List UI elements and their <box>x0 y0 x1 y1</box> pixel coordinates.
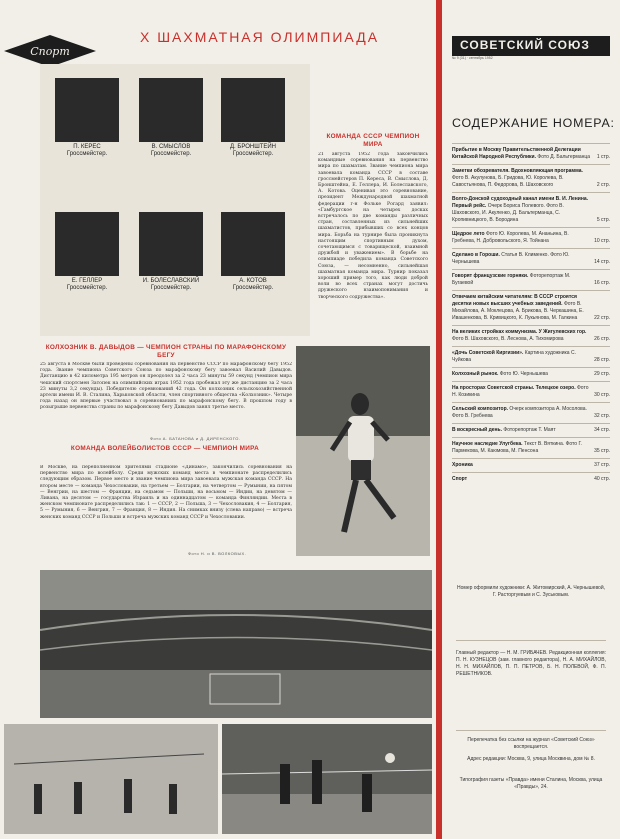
chess-article-heading: КОМАНДА СССР ЧЕМПИОН МИРА <box>326 133 420 148</box>
toc-page-number: 28 стр. <box>594 357 610 363</box>
chess-portrait-grid <box>40 64 310 336</box>
toc-page-number: 30 стр. <box>594 392 610 398</box>
player-photo <box>221 78 285 142</box>
toc-item <box>452 248 610 269</box>
toc-item-credits: Фоторепортаж Т. Маят <box>502 427 556 433</box>
volleyball-article-heading: КОМАНДА ВОЛЕЙБОЛИСТОВ СССР — ЧЕМПИОН МИРА <box>70 445 260 452</box>
player-photo <box>55 78 119 142</box>
player-caption: П. КЕРЕС Гроссмейстер. <box>66 144 108 157</box>
marathon-article-heading: КОЛХОЗНИК В. ДАВЫДОВ — ЧЕМПИОН СТРАНЫ ПО МАРАФОНСКОМУ БЕГУ <box>45 344 287 359</box>
toc-page-number: 2 стр. <box>596 182 610 188</box>
player-caption: Д. БРОНШТЕЙН Гроссмейстер. <box>229 144 277 157</box>
toc-page-number: 29 стр. <box>594 371 610 377</box>
toc-item-title: Прибытие в Москву Правительственной Делегации Китайской Народной Республики. <box>452 147 581 160</box>
player-photo <box>139 212 203 276</box>
toc-page-number: 34 стр. <box>594 427 610 433</box>
toc-item <box>452 164 610 192</box>
red-divider-bar <box>436 0 442 839</box>
toc-item <box>452 472 610 486</box>
toc-item-title: На просторах Советской страны. Телецкое озеро. <box>452 385 576 391</box>
runner-illustration <box>296 346 430 556</box>
toc-item <box>452 227 610 248</box>
table-of-contents <box>452 143 610 486</box>
toc-item-credits: Очерк Бориса Полевого. Фото В. Шаховского, И. Акуленко, Д. Бальтерманца, С. Кропивницкого, В. Бородина <box>452 203 564 223</box>
player-photo <box>221 212 285 276</box>
dynamo-stadium-photo <box>40 570 432 718</box>
toc-item-title: На великих стройках коммунизма. У Жигулевских гор. <box>452 329 587 335</box>
player-photo <box>139 78 203 142</box>
toc-page-number: 32 стр. <box>594 413 610 419</box>
toc-item-title: В воскресный день. <box>452 427 503 433</box>
marathon-article-body: 25 августа в Москве были проведены соревнования на первенство СССР по марафонскому бегу 1952 года. Звание чемпиона Советского Союза по марафонскому бегу завоевал Василий Давыдов. Дистанцию в 42 километра 195 метров он преодолел за 2 часа 23 минуты 59 секунд (чемпион мира чешский спортсмен Затопек на олимпийских играх 1952 года пробежал эту же дистанцию за 2 часа 23 минуты 3,2 секунды). Победителю соревнований 42 года. Он колхозник сельскохозяйственной артели имени И. В. Сталина, Харьковской области, член спортивного общества «Колхозник». Четыре года назад он впервые участвовал в соревнованиях по марафонскому бегу. В прошлом году в розыгрыше первенства страны по марафонскому бегу Давыдов занял третье место. <box>40 362 292 411</box>
player-caption: В. СМЫСЛОВ Гроссмейстер. <box>150 144 192 157</box>
toc-item <box>452 402 610 423</box>
magazine-logo: СОВЕТСКИЙ СОЮЗ <box>460 38 590 52</box>
publication-notice <box>456 737 606 791</box>
toc-item-credits: Фото Ю. Королева, М. Ананьина, В. Гребнева, Н. Добровольского, Я. Тойнана <box>452 231 569 244</box>
chess-article-body: 21 августа 1952 года закончились командные соревнования на первенство мира по шахматам. Звание чемпиона мира завоевала команда СССР в составе гроссмейстеров П. Кереса, В. Смыслова, Д. Бронштейна, Е. Геллера, И. Болеславского, А. Котова. Оценивая это соревнование, президент Международной шахматной федерации г-н Фольке Рогард заявил: «Гамбургское на четырех досках встречалось по две команды различных стран, составленных из сильнейших шахматистов, прибывших со всех концов мира. Борьба на турнире была проникнута настоящим спортивным духом, сочетающимся с товарищеской, взаимной дружбой и уважением». В борьбе на олимпиаде победила команда Советского Союза, — несомненно, сильнейшая шахматная команда мира. Турнир показал хороший пример того, как люди доброй воли во всех странах могут достичь дружеского взаимопонимания и творческого содружества». <box>318 152 428 300</box>
printer-info: Типография газеты «Правда» имени Сталина, Москва, улица «Правды», 24. <box>459 777 603 790</box>
toc-item <box>452 143 610 164</box>
women-volleyball-photo <box>4 724 218 834</box>
toc-item-credits: Фото В. Акулунова, Б. Гридова, Ю. Королева, В. Савостьянова, П. Федорова, В. Шаховского <box>452 175 564 188</box>
women-volleyball-illustration <box>4 724 218 834</box>
svg-text:Спорт: Спорт <box>30 45 70 58</box>
toc-page-number: 35 стр. <box>594 448 610 454</box>
toc-item-credits: Очерк композитора А. Мосолова. Фото В. Гребнева <box>452 406 587 419</box>
toc-item <box>452 381 610 402</box>
toc-item-title: Хроника <box>452 462 473 468</box>
toc-page-number: 14 стр. <box>594 259 610 265</box>
toc-item-credits: Текст В. Вяткина. Фото Г. Пармекова, М. Каюмова, М. Пенсона <box>452 441 582 454</box>
toc-item-title: Волго-Донской судоходный канал имени В. И. Ленина. Первый рейс. <box>452 196 589 209</box>
toc-page-number: 16 стр. <box>594 280 610 286</box>
editorial-board: Главный редактор — Н. М. ГРИБАЧЕВ. Редакционная коллегия: П. Н. КУЗНЕЦОВ (зам. главного редактора), Н. А. МИХАЙЛОВ, Н. Н. МИХАЙЛОВ, П. П. ПЕТРОВ, Б. Н. ПОЛЕВОЙ, Ф. П. РЕШЕТНИКОВ. <box>456 650 606 677</box>
toc-item-title: Спорт <box>452 476 468 482</box>
toc-item-credits: Фото Ю. Чернышева <box>498 371 548 377</box>
toc-item <box>452 458 610 472</box>
editorial-address: Адрес редакции: Москва, 9, улица Москвина, дом № 8. <box>467 756 595 762</box>
toc-item-title: «Дочь Советской Киргизии». <box>452 350 524 356</box>
player-caption: А. КОТОВ Гроссмейстер. <box>232 278 274 291</box>
reprint-notice: Перепечатка без ссылки на журнал «Советский Союз» воспрещается. <box>467 737 595 750</box>
toc-item-title: Щедрое лето <box>452 231 485 237</box>
toc-page-number: 22 стр. <box>594 315 610 321</box>
men-volleyball-illustration <box>222 724 432 834</box>
toc-item <box>452 367 610 381</box>
toc-item-title: Научное наследие Улугбека. <box>452 441 523 447</box>
toc-page-number: 5 стр. <box>596 217 610 223</box>
toc-page-number: 1 стр. <box>596 154 610 160</box>
divider <box>456 640 606 641</box>
toc-item-title: Отвечаем китайским читателям: В СССР строятся десятки новых высших учебных заведений. <box>452 294 577 307</box>
toc-item <box>452 423 610 437</box>
toc-item <box>452 269 610 290</box>
chess-olympiad-title: X ШАХМАТНАЯ ОЛИМПИАДА <box>140 29 380 45</box>
toc-item-credits: Фото В. Шаховского, В. Леснова, А. Тихомирова <box>452 336 564 342</box>
magazine-issue: № 9 (31) · сентябрь 1952 <box>452 56 493 60</box>
player-photo <box>55 212 119 276</box>
men-volleyball-photo <box>222 724 432 834</box>
toc-page-number: 26 стр. <box>594 336 610 342</box>
toc-item-credits: Фото Н. Козикина <box>452 385 589 398</box>
toc-item-credits: Фоторепортаж М. Бугаевой <box>452 273 571 286</box>
toc-item-title: Сделано в Гороши. <box>452 252 500 258</box>
marathon-photo-credit: Фото А. БАТАНОВА и Д. ДИРЕНСКОГО. <box>150 436 241 441</box>
contents-title: СОДЕРЖАНИЕ НОМЕРА: <box>452 116 615 130</box>
player-caption: Е. ГЕЛЛЕР Гроссмейстер. <box>66 278 108 291</box>
marathon-runner-photo <box>296 346 430 556</box>
toc-item-title: Сельский композитор. <box>452 406 509 412</box>
toc-item-title: Колхозный рынок. <box>452 371 499 377</box>
toc-item-credits: Фото В. Михайлова, А. Моклецова, А. Брикова, В. Черкашина, Е. Ивашенкова, В. Кривицкого, К. Лукьянова, М. Галкина <box>452 301 584 321</box>
stadium-illustration <box>40 570 432 718</box>
toc-item-credits: Картина художника С. Чуйкова <box>452 350 576 363</box>
toc-page-number: 10 стр. <box>594 238 610 244</box>
toc-item-title: Говорят французские горняки. <box>452 273 529 279</box>
toc-item <box>452 437 610 458</box>
toc-item <box>452 325 610 346</box>
toc-page-number: 37 стр. <box>594 462 610 468</box>
toc-item <box>452 346 610 367</box>
toc-item <box>452 290 610 325</box>
toc-page-number: 40 стр. <box>594 476 610 482</box>
toc-item-credits: Фото Д. Бальтерманца <box>536 154 591 160</box>
volleyball-article-body: В Москве, на переполненном зрителями стадионе «Динамо», закончились соревнования на первенство мира по волейболу. Среди мужских команд места в чемпионате распределились следующим образом. Первое место и звание чемпиона мира завоевала мужская команда СССР. На втором месте — команда Чехословакии, на третьем — Болгарии, на четвертом — Румынии, на пятом — Венгрии, на шестом — Франции, на седьмом — Польши, на восьмом — Индии, на девятом — Ливана, на десятом — государства Израиль и на одиннадцатом — команда Финляндии. Места в женском чемпионате распределились так: 1 — СССР, 2 — Польша, 3 — Чехословакия, 4 — Болгария, 5 — Румыния, 6 — Венгрия, 7 — Франция, 8 — Индия. На снимках внизу (слева направо) — встреча женских команд СССР и Польши и встреча мужских команд СССР и Чехословакии. <box>40 465 292 520</box>
toc-item-credits: Статья В. Клименко. Фото Ю. Чернышева <box>452 252 570 265</box>
designers-credit: Номер оформили художники: А. Житомирский, А. Чернышевой, Г. Расторгуевым и С. Зуськовым. <box>456 585 606 598</box>
divider <box>456 730 606 731</box>
toc-item-title: Заметки обозревателя. Вдохновляющая программа. <box>452 168 583 174</box>
toc-item <box>452 192 610 227</box>
player-caption: И. БОЛЕСЛАВСКИЙ Гроссмейстер. <box>142 278 200 291</box>
volleyball-photo-credit: Фото Н. и В. ВОЛКОВЫХ. <box>188 551 247 556</box>
